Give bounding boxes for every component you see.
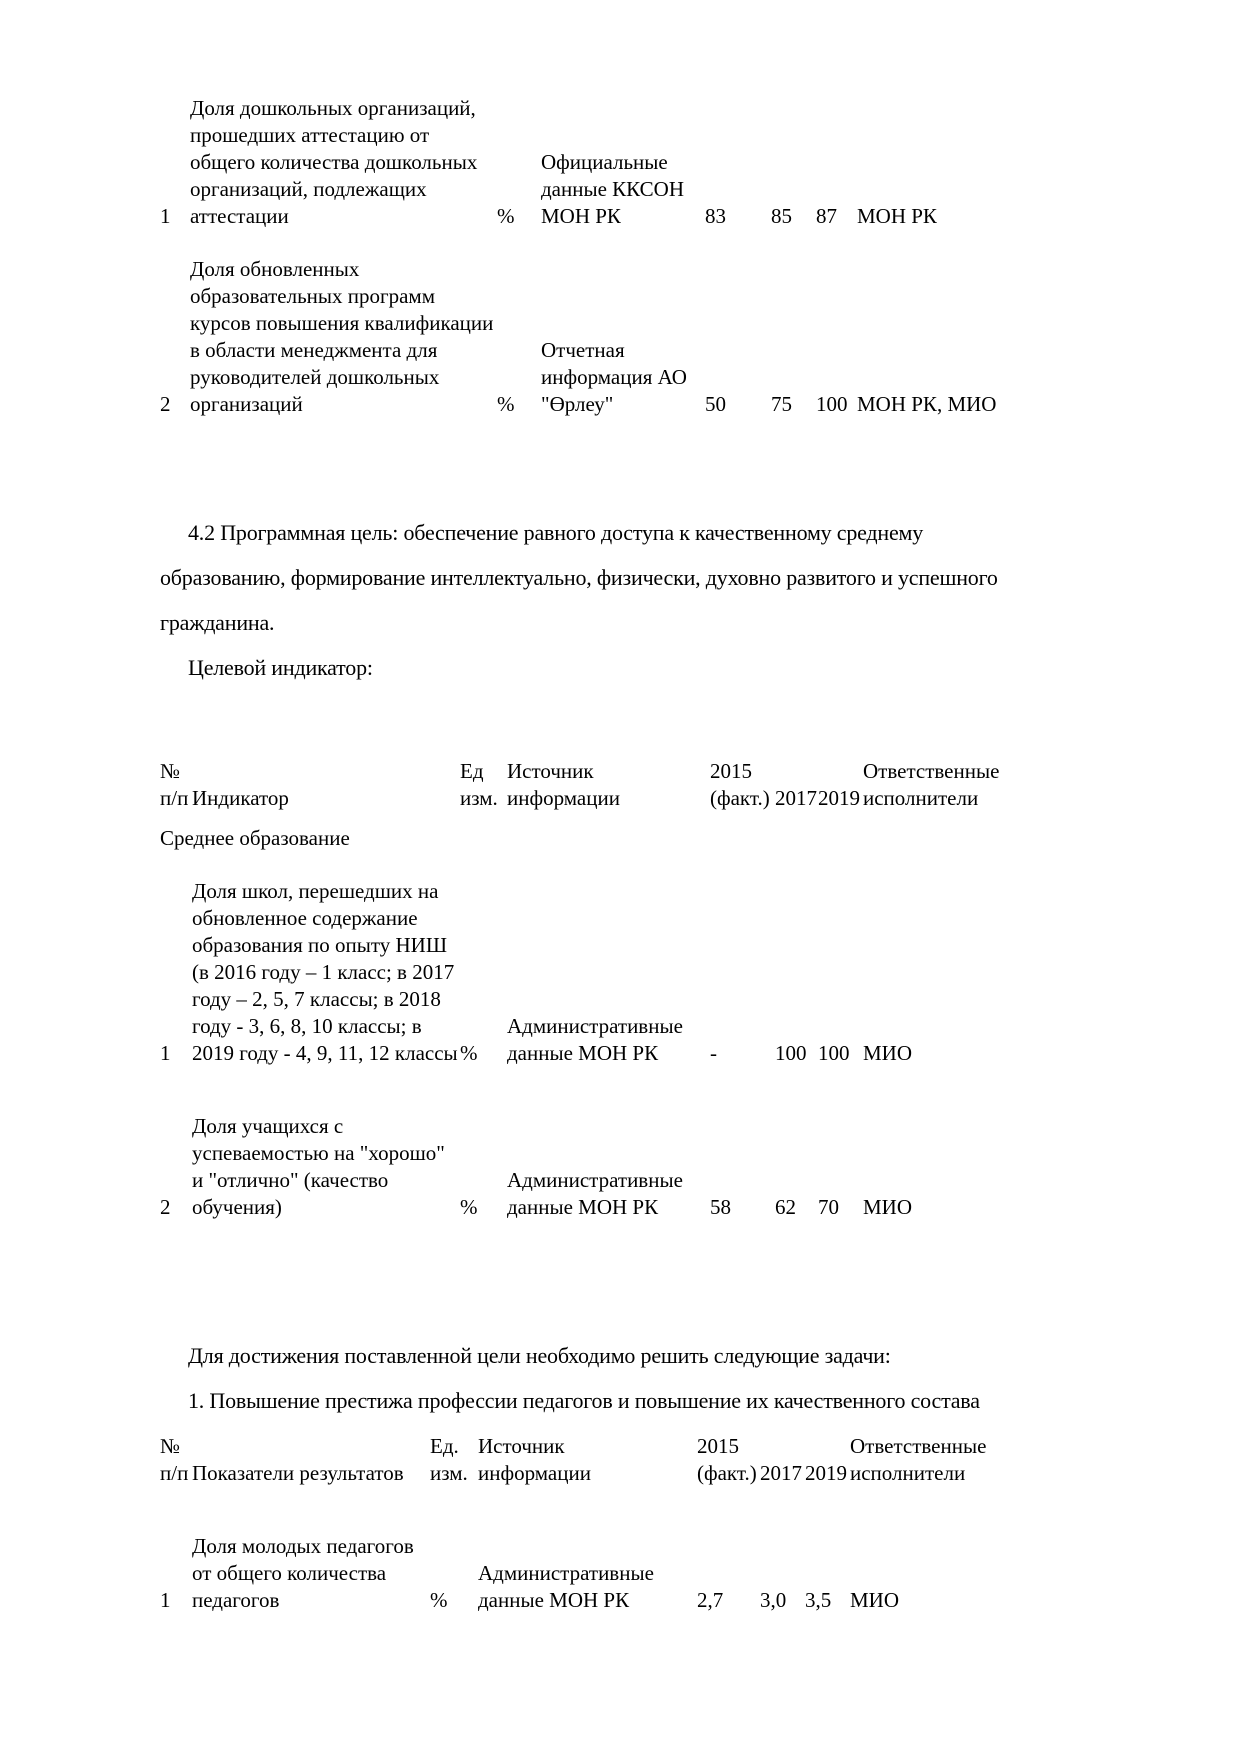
cell-unit: % <box>497 392 515 416</box>
header-2015-fact: 2015 (факт.) <box>710 759 770 810</box>
tasks-intro-paragraph: Для достижения поставленной цели необходимо решить следующие задачи: <box>188 1343 891 1368</box>
cell-2017: 75 <box>771 392 792 416</box>
cell-indicator: Доля обновленных образовательных программ курсов повышения квалификации в области менеджмента для руководителей дошкольных организаций <box>190 257 494 416</box>
target-indicator-table <box>160 758 1035 1221</box>
header-responsible: Ответственные исполнители <box>850 1434 987 1485</box>
header-num: № п/п <box>160 1434 189 1485</box>
cell-source: Официальные данные ККСОН МОН РК <box>541 150 684 228</box>
cell-unit: % <box>497 204 515 228</box>
table-row <box>160 1487 1035 1614</box>
row-number: 2 <box>160 392 171 416</box>
cell-responsible: МИО <box>863 1041 913 1065</box>
cell-source: Административные данные МОН РК <box>507 1168 683 1219</box>
header-unit: Ед изм. <box>460 759 498 810</box>
table-row <box>160 95 1035 230</box>
header-source: Источник информации <box>507 759 620 810</box>
row-number: 1 <box>160 204 171 228</box>
header-responsible: Ответственные исполнители <box>863 759 1000 810</box>
cell-unit: % <box>430 1588 448 1612</box>
table-header-row <box>160 1433 1035 1487</box>
header-2019: 2019 <box>805 1461 847 1485</box>
table-row <box>160 852 1035 1067</box>
table-row <box>160 230 1035 418</box>
cell-source: Административные данные МОН РК <box>507 1014 683 1065</box>
cell-source: Административные данные МОН РК <box>478 1561 654 1612</box>
table-row <box>160 1067 1035 1221</box>
cell-responsible: МИО <box>850 1588 900 1612</box>
cell-2017: 100 <box>775 1041 807 1065</box>
cell-responsible: МОН РК, МИО <box>857 392 997 416</box>
cell-indicator: Доля дошкольных организаций, прошедших аттестацию от общего количества дошкольных организаций, подлежащих аттестации <box>190 96 478 228</box>
header-2019: 2019 <box>818 786 860 810</box>
result-indicators-table <box>160 1433 1035 1614</box>
cell-unit: % <box>460 1041 478 1065</box>
cell-unit: % <box>460 1195 478 1219</box>
header-num: № п/п <box>160 759 189 810</box>
cell-2017: 62 <box>775 1195 796 1219</box>
cell-2019: 3,5 <box>805 1588 832 1612</box>
target-indicator-label: Целевой индикатор: <box>188 655 373 680</box>
row-number: 2 <box>160 1195 171 1219</box>
cell-source: Отчетная информация АО "Өрлеу" <box>541 338 687 416</box>
task-1-paragraph: 1. Повышение престижа профессии педагогов и повышение их качественного состава <box>188 1388 980 1413</box>
cell-indicator: Доля молодых педагогов от общего количества педагогов <box>192 1534 414 1612</box>
row-number: 1 <box>160 1041 171 1065</box>
cell-2019: 100 <box>816 392 848 416</box>
cell-responsible: МИО <box>863 1195 913 1219</box>
cell-2015-fact: 50 <box>705 392 726 416</box>
goal-section <box>160 510 1035 690</box>
header-source: Источник информации <box>478 1434 591 1485</box>
cell-2019: 100 <box>818 1041 850 1065</box>
cell-indicator: Доля школ, перешедших на обновленное содержание образования по опыту НИШ (в 2016 году – 1 класс; в 2017 году – 2, 5, 7 классы; в 2018 году - 3, 6, 8, 10 классы; в 2019 году - 4, 9, 11, 12 классы <box>192 879 458 1065</box>
cell-2019: 70 <box>818 1195 839 1219</box>
cell-indicator: Доля учащихся с успеваемостью на "хорошо" и "отлично" (качество обучения) <box>192 1114 445 1219</box>
cell-2015-fact: 2,7 <box>697 1588 724 1612</box>
cell-2017: 3,0 <box>760 1588 787 1612</box>
preschool-indicators-table <box>160 95 1035 418</box>
cell-2015-fact: 58 <box>710 1195 731 1219</box>
header-2017: 2017 <box>775 786 817 810</box>
header-indicator: Показатели результатов <box>192 1461 404 1485</box>
cell-2017: 85 <box>771 204 792 228</box>
cell-2015-fact: - <box>710 1041 717 1065</box>
header-2017: 2017 <box>760 1461 802 1485</box>
table-header-row <box>160 758 1035 812</box>
cell-2015-fact: 83 <box>705 204 726 228</box>
cell-2019: 87 <box>816 204 837 228</box>
group-label-row <box>160 812 1035 852</box>
header-indicator: Индикатор <box>192 786 289 810</box>
header-unit: Ед. изм. <box>430 1434 468 1485</box>
group-label-secondary-education: Среднее образование <box>160 826 350 850</box>
cell-responsible: МОН РК <box>857 204 937 228</box>
tasks-section <box>160 1333 1035 1423</box>
header-2015-fact: 2015 (факт.) <box>697 1434 757 1485</box>
row-number: 1 <box>160 1588 171 1612</box>
program-goal-paragraph: 4.2 Программная цель: обеспечение равного доступа к качественному среднему образованию, формирование интеллектуально, физически, духовно развитого и успешного гражданина. <box>160 520 998 635</box>
